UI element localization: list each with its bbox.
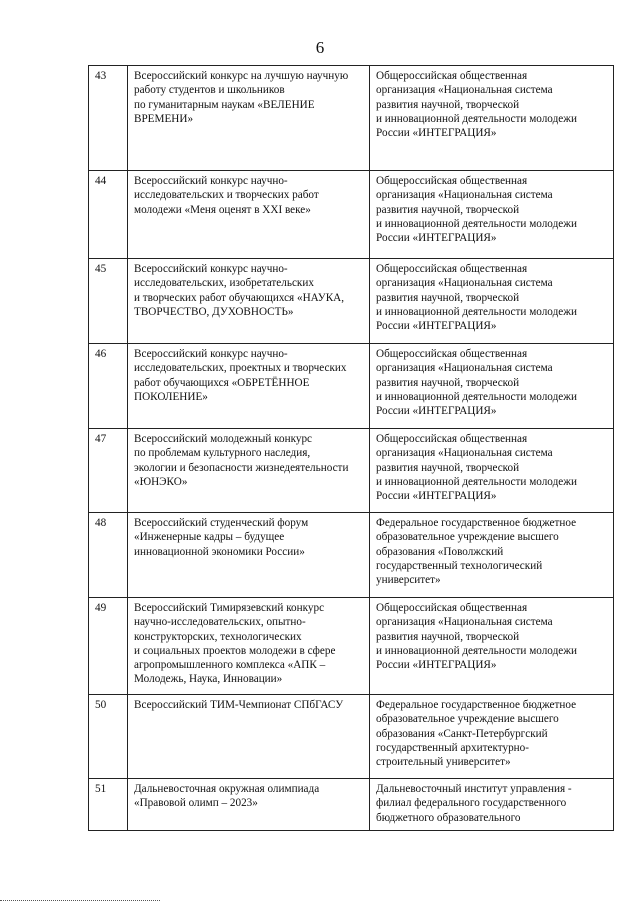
scan-edge-divider <box>0 900 160 901</box>
row-number: 45 <box>89 259 128 344</box>
table-row <box>89 259 614 344</box>
table-row <box>89 66 614 171</box>
row-number: 43 <box>89 66 128 171</box>
organizer: Дальневосточный институт управления - филиал федерального государственного бюджетного образовательного <box>370 779 614 831</box>
organizer: Общероссийская общественная организация «Национальная система развития научной, творческой и инновационной деятельности молодежи России «ИНТЕГРАЦИЯ» <box>370 429 614 513</box>
organizer: Общероссийская общественная организация «Национальная система развития научной, творческой и инновационной деятельности молодежи России «ИНТЕГРАЦИЯ» <box>370 259 614 344</box>
table-row <box>89 695 614 779</box>
row-number: 51 <box>89 779 128 831</box>
event-title: Всероссийский конкурс научно- исследовательских, изобретательских и творческих работ обучающихся «НАУКА, ТВОРЧЕСТВО, ДУХОВНОСТЬ» <box>128 259 370 344</box>
row-number: 49 <box>89 598 128 695</box>
organizer: Общероссийская общественная организация «Национальная система развития научной, творческой и инновационной деятельности молодежи России «ИНТЕГРАЦИЯ» <box>370 598 614 695</box>
event-title: Всероссийский ТИМ-Чемпионат СПбГАСУ <box>128 695 370 779</box>
event-title: Всероссийский студенческий форум «Инженерные кадры – будущее инновационной экономики России» <box>128 513 370 598</box>
organizer: Федеральное государственное бюджетное образовательное учреждение высшего образования «Поволжский государственный технологический университет» <box>370 513 614 598</box>
organizer: Общероссийская общественная организация «Национальная система развития научной, творческой и инновационной деятельности молодежи России «ИНТЕГРАЦИЯ» <box>370 171 614 259</box>
row-number: 50 <box>89 695 128 779</box>
event-title: Всероссийский молодежный конкурс по проблемам культурного наследия, экологии и безопасности жизнедеятельности «ЮНЭКО» <box>128 429 370 513</box>
organizer: Общероссийская общественная организация «Национальная система развития научной, творческой и инновационной деятельности молодежи России «ИНТЕГРАЦИЯ» <box>370 344 614 429</box>
row-number: 48 <box>89 513 128 598</box>
table-row <box>89 429 614 513</box>
event-title: Дальневосточная окружная олимпиада «Правовой олимп – 2023» <box>128 779 370 831</box>
table-row <box>89 344 614 429</box>
event-title: Всероссийский конкурс научно- исследовательских, проектных и творческих работ обучающихся «ОБРЕТЁННОЕ ПОКОЛЕНИЕ» <box>128 344 370 429</box>
organizer: Общероссийская общественная организация «Национальная система развития научной, творческой и инновационной деятельности молодежи России «ИНТЕГРАЦИЯ» <box>370 66 614 171</box>
page-number: 6 <box>315 38 325 57</box>
table-row <box>89 598 614 695</box>
event-title: Всероссийский конкурс научно- исследовательских и творческих работ молодежи «Меня оценят в XXI веке» <box>128 171 370 259</box>
table-row <box>89 513 614 598</box>
row-number: 46 <box>89 344 128 429</box>
row-number: 44 <box>89 171 128 259</box>
row-number: 47 <box>89 429 128 513</box>
event-title: Всероссийский конкурс на лучшую научную работу студентов и школьников по гуманитарным наукам «ВЕЛЕНИЕ ВРЕМЕНИ» <box>128 66 370 171</box>
registry-table <box>88 65 614 831</box>
organizer: Федеральное государственное бюджетное образовательное учреждение высшего образования «Санкт-Петербургский государственный архитектурно- строительный университет» <box>370 695 614 779</box>
table-row <box>89 779 614 831</box>
event-title: Всероссийский Тимирязевский конкурс научно-исследовательских, опытно- конструкторских, технологических и социальных проектов молодежи в сфере агропромышленного комплекса «АПК – Молодежь, Наука, Инновации» <box>128 598 370 695</box>
table-row <box>89 171 614 259</box>
